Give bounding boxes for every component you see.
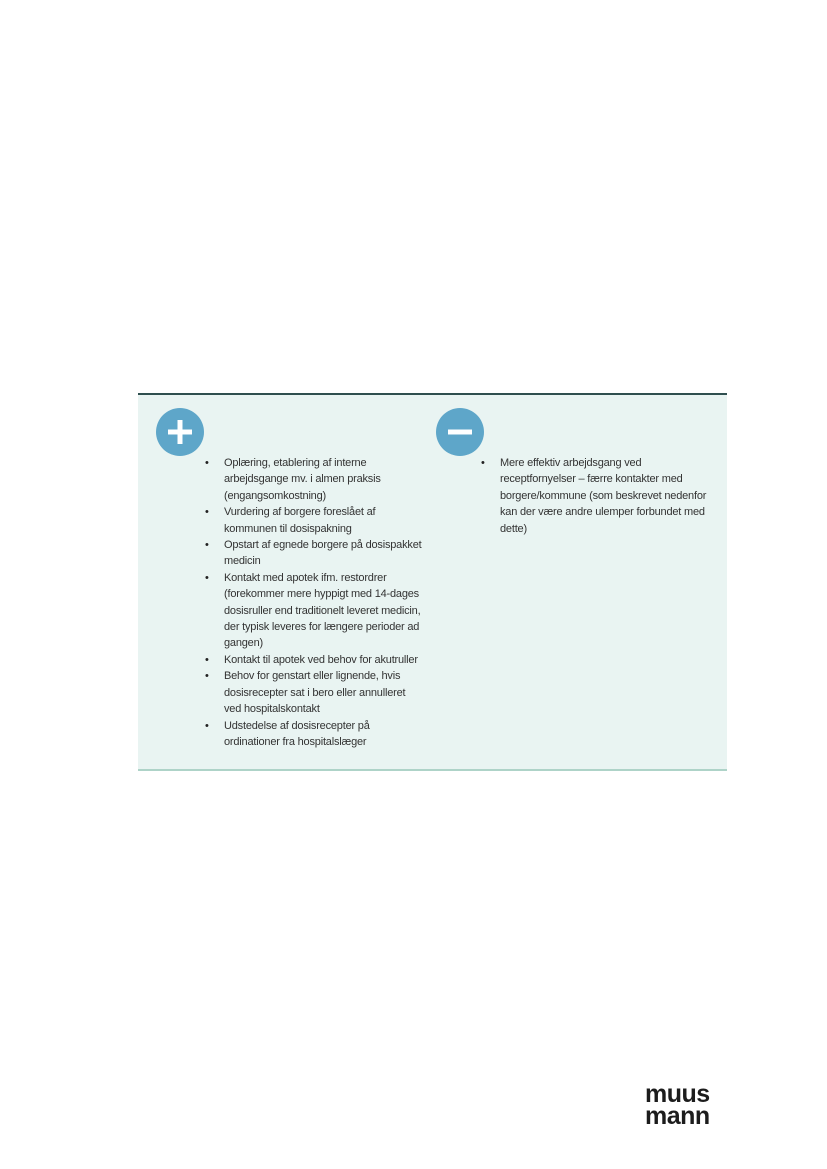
list-item: • Oplæring, etablering af interne arbejdsgange mv. i almen praksis (engangsomkostning) [202, 455, 422, 504]
plus-icon [156, 408, 204, 456]
plus-list [202, 455, 422, 750]
list-item: • Mere effektiv arbejdsgang ved receptfornyelser – færre kontakter med borgere/kommune (som beskrevet nedenfor kan der være andre ulemper forbundet med dette) [478, 455, 718, 537]
logo-line: mann [645, 1102, 710, 1130]
list-item: • Kontakt med apotek ifm. restordrer (forekommer mere hyppigt med 14-dages dosisruller end traditionelt leveret medicin, der typisk leveres for længere perioder ad gangen) [202, 570, 422, 652]
muusmann-logo [645, 1080, 725, 1131]
list-item: • Opstart af egnede borgere på dosispakket medicin [202, 537, 422, 570]
list-item: • Behov for genstart eller lignende, hvis dosisrecepter sat i bero eller annulleret ved hospitalskontakt [202, 668, 422, 717]
comparison-panel [138, 393, 727, 771]
minus-icon [436, 408, 484, 456]
list-item: • Vurdering af borgere foreslået af kommunen til dosispakning [202, 504, 422, 537]
list-item: • Kontakt til apotek ved behov for akutruller [202, 652, 422, 668]
list-item: • Udstedelse af dosisrecepter på ordinationer fra hospitalslæger [202, 718, 422, 751]
logo-line: muus [645, 1080, 710, 1108]
minus-list [478, 455, 718, 537]
